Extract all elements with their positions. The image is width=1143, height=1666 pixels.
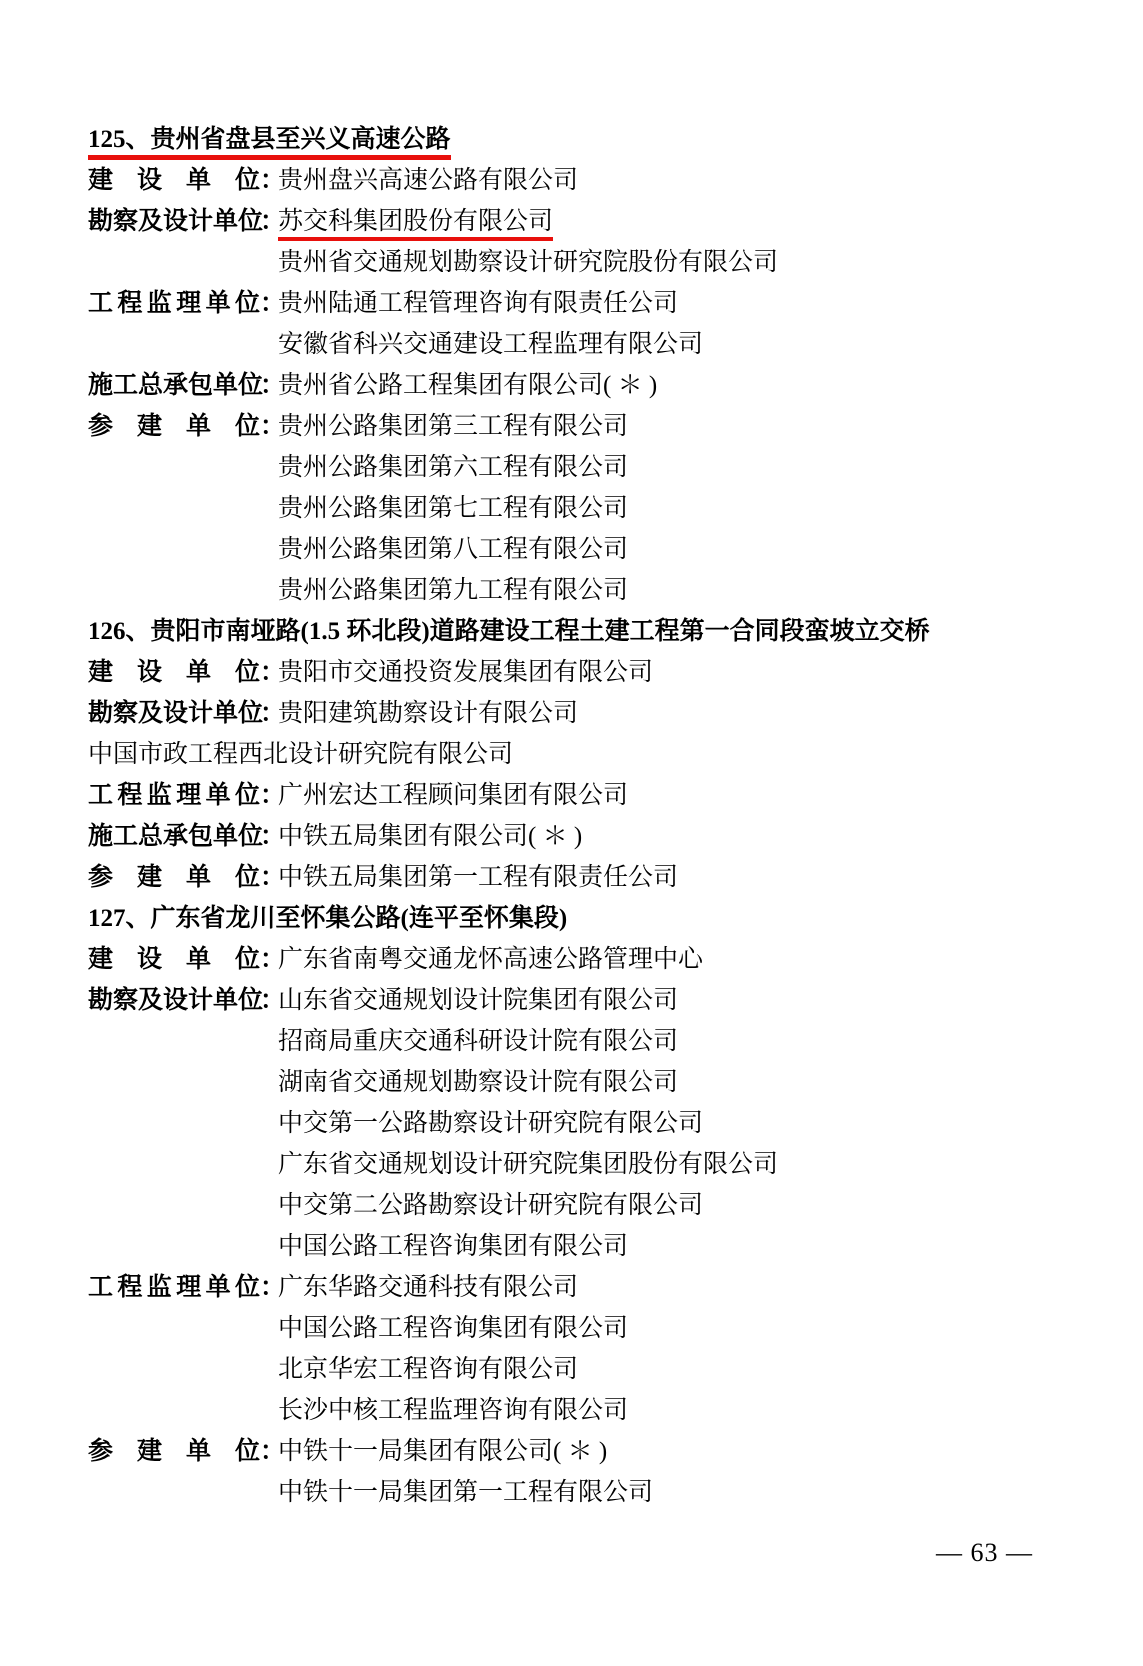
unit-value-line xyxy=(278,1390,1088,1431)
unit-value-text: 贵州公路集团第三工程有限公司 xyxy=(278,413,629,440)
project-title-text: 126、贵阳市南垭路(1.5 环北段)道路建设工程土建工程第一合同段蛮坡立交桥 xyxy=(88,618,930,645)
unit-value-text: 贵州公路集团第八工程有限公司 xyxy=(278,536,629,563)
unit-label xyxy=(88,283,286,324)
unit-value-line xyxy=(278,980,1088,1021)
project-title xyxy=(88,611,1088,652)
unit-label-text: 参建单位 xyxy=(88,413,260,440)
unit-value-line xyxy=(278,693,1088,734)
unit-value-text: 长沙中核工程监理咨询有限公司 xyxy=(278,1397,629,1424)
unit-label xyxy=(88,365,286,406)
unit-value-text: 中交第二公路勘察设计研究院有限公司 xyxy=(278,1192,704,1219)
unit-value-text: 贵州盘兴高速公路有限公司 xyxy=(278,167,579,194)
project-block xyxy=(88,898,1088,1513)
unit-row xyxy=(88,980,1088,1267)
unit-row xyxy=(88,201,1088,283)
unit-values xyxy=(278,652,1088,693)
unit-value-line xyxy=(278,242,1088,283)
unit-value-text: 贵州省公路工程集团有限公司( ＊ ) xyxy=(278,372,658,399)
unit-value-text: 中国市政工程西北设计研究院有限公司 xyxy=(88,741,514,768)
unit-value-text: 中国公路工程咨询集团有限公司 xyxy=(278,1315,629,1342)
unit-label xyxy=(88,406,286,447)
label-colon: ： xyxy=(260,290,286,317)
label-colon: ： xyxy=(260,700,286,727)
unit-label xyxy=(88,693,286,734)
unit-value-text: 中铁五局集团第一工程有限责任公司 xyxy=(278,864,679,891)
project-title xyxy=(88,898,1088,939)
unit-value-line xyxy=(278,1185,1088,1226)
unit-label-text: 建设单位 xyxy=(88,659,260,686)
unit-value-line xyxy=(278,488,1088,529)
unit-row xyxy=(88,939,1088,980)
unit-value-line xyxy=(278,324,1088,365)
unit-value-line xyxy=(278,1349,1088,1390)
unit-values xyxy=(278,1431,1088,1513)
unit-label-text: 勘察及设计单位 xyxy=(88,987,264,1014)
unit-values xyxy=(278,283,1088,365)
unit-value-text: 贵阳市交通投资发展集团有限公司 xyxy=(278,659,654,686)
unit-value-line xyxy=(278,775,1088,816)
unit-value-line xyxy=(278,1021,1088,1062)
unit-values xyxy=(278,693,1088,734)
unit-value-line xyxy=(278,570,1088,611)
unit-value-line xyxy=(278,857,1088,898)
unit-value-line xyxy=(278,1267,1088,1308)
unit-value-line xyxy=(278,652,1088,693)
project-block xyxy=(88,119,1088,611)
unit-label-text: 工程监理单位 xyxy=(88,1274,260,1301)
unit-values xyxy=(278,980,1088,1267)
unit-row xyxy=(88,1431,1088,1513)
unit-value-text: 贵州省交通规划勘察设计研究院股份有限公司 xyxy=(278,249,779,276)
unit-values xyxy=(278,365,1088,406)
unit-value-text: 中铁十一局集团第一工程有限公司 xyxy=(278,1479,654,1506)
unit-row xyxy=(88,816,1088,857)
unit-label-text: 参建单位 xyxy=(88,864,260,891)
unit-values xyxy=(278,201,1088,283)
document-content xyxy=(88,119,1088,1513)
label-colon: ： xyxy=(260,167,286,194)
unit-value-text: 广州宏达工程顾问集团有限公司 xyxy=(278,782,629,809)
unit-row xyxy=(88,406,1088,611)
unit-label-text: 建设单位 xyxy=(88,167,260,194)
unit-value-text: 中铁十一局集团有限公司( ＊ ) xyxy=(278,1438,608,1465)
unit-value-text: 招商局重庆交通科研设计院有限公司 xyxy=(278,1028,679,1055)
unit-label xyxy=(88,1431,286,1472)
project-block xyxy=(88,611,1088,898)
unit-value-text: 苏交科集团股份有限公司 xyxy=(278,208,553,241)
unit-label xyxy=(88,816,286,857)
unit-value-line xyxy=(278,816,1088,857)
project-title xyxy=(88,119,1088,160)
unit-label-text: 勘察及设计单位 xyxy=(88,208,264,235)
unit-label xyxy=(88,939,286,980)
label-colon: ： xyxy=(260,659,286,686)
unit-value-text: 广东华路交通科技有限公司 xyxy=(278,1274,579,1301)
unit-row xyxy=(88,693,1088,734)
unit-value-text: 湖南省交通规划勘察设计院有限公司 xyxy=(278,1069,679,1096)
unit-value-text: 广东省南粤交通龙怀高速公路管理中心 xyxy=(278,946,704,973)
unit-value-line xyxy=(278,1308,1088,1349)
label-colon: ： xyxy=(260,864,286,891)
unit-label-text: 建设单位 xyxy=(88,946,260,973)
project-title-text: 127、广东省龙川至怀集公路(连平至怀集段) xyxy=(88,905,568,932)
unit-row xyxy=(88,160,1088,201)
label-colon: ： xyxy=(260,823,286,850)
unit-label-text: 工程监理单位 xyxy=(88,782,260,809)
unit-value-text: 山东省交通规划设计院集团有限公司 xyxy=(278,987,679,1014)
unit-label xyxy=(88,980,286,1021)
unit-value-line xyxy=(278,201,1088,242)
unit-label xyxy=(88,1267,286,1308)
unit-label-text: 勘察及设计单位 xyxy=(88,700,264,727)
label-colon: ： xyxy=(260,208,286,235)
unit-value-text: 广东省交通规划设计研究院集团股份有限公司 xyxy=(278,1151,779,1178)
label-colon: ： xyxy=(260,1438,286,1465)
unit-values xyxy=(278,406,1088,611)
unit-values xyxy=(278,857,1088,898)
unit-label xyxy=(88,201,286,242)
unit-value-line xyxy=(278,1431,1088,1472)
unit-value-line xyxy=(278,1226,1088,1267)
unit-value-line xyxy=(278,1062,1088,1103)
project-title-text: 125、贵州省盘县至兴义高速公路 xyxy=(88,126,451,160)
unit-value-line xyxy=(278,283,1088,324)
unit-value-line xyxy=(278,1103,1088,1144)
unit-label xyxy=(88,160,286,201)
label-colon: ： xyxy=(260,782,286,809)
unit-value-text: 北京华宏工程咨询有限公司 xyxy=(278,1356,579,1383)
unit-values xyxy=(278,939,1088,980)
unit-label xyxy=(88,775,286,816)
label-colon: ： xyxy=(260,372,286,399)
unit-value-text: 贵州公路集团第九工程有限公司 xyxy=(278,577,629,604)
unit-label-text: 参建单位 xyxy=(88,1438,260,1465)
unit-row xyxy=(88,283,1088,365)
unit-value-line xyxy=(278,1472,1088,1513)
unit-row xyxy=(88,857,1088,898)
unit-value-text: 中国公路工程咨询集团有限公司 xyxy=(278,1233,629,1260)
unit-label-text: 施工总承包单位 xyxy=(88,372,264,399)
unit-value-line xyxy=(278,939,1088,980)
unit-value-text: 贵阳建筑勘察设计有限公司 xyxy=(278,700,579,727)
unit-value-line xyxy=(278,447,1088,488)
unit-values xyxy=(278,775,1088,816)
unit-value-line xyxy=(278,160,1088,201)
unit-value-text: 安徽省科兴交通建设工程监理有限公司 xyxy=(278,331,704,358)
unit-row xyxy=(88,1267,1088,1431)
unit-value-text: 中交第一公路勘察设计研究院有限公司 xyxy=(278,1110,704,1137)
unit-value-line xyxy=(88,734,1088,775)
label-colon: ： xyxy=(260,1274,286,1301)
page-number: — 63 — xyxy=(936,1538,1033,1567)
label-colon: ： xyxy=(260,987,286,1014)
unit-value-text: 贵州公路集团第七工程有限公司 xyxy=(278,495,629,522)
unit-row xyxy=(88,365,1088,406)
unit-value-text: 贵州公路集团第六工程有限公司 xyxy=(278,454,629,481)
unit-values xyxy=(278,160,1088,201)
label-colon: ： xyxy=(260,413,286,440)
label-colon: ： xyxy=(260,946,286,973)
unit-value-text: 中铁五局集团有限公司( ＊ ) xyxy=(278,823,583,850)
unit-value-line xyxy=(278,529,1088,570)
unit-values xyxy=(278,816,1088,857)
unit-label-text: 工程监理单位 xyxy=(88,290,260,317)
unit-label xyxy=(88,652,286,693)
unit-value-line xyxy=(278,1144,1088,1185)
unit-values xyxy=(278,1267,1088,1431)
unit-value-line xyxy=(278,365,1088,406)
unit-label-text: 施工总承包单位 xyxy=(88,823,264,850)
unit-label xyxy=(88,857,286,898)
unit-value-text: 贵州陆通工程管理咨询有限责任公司 xyxy=(278,290,679,317)
unit-row xyxy=(88,775,1088,816)
unit-value-line xyxy=(278,406,1088,447)
unit-row xyxy=(88,652,1088,693)
